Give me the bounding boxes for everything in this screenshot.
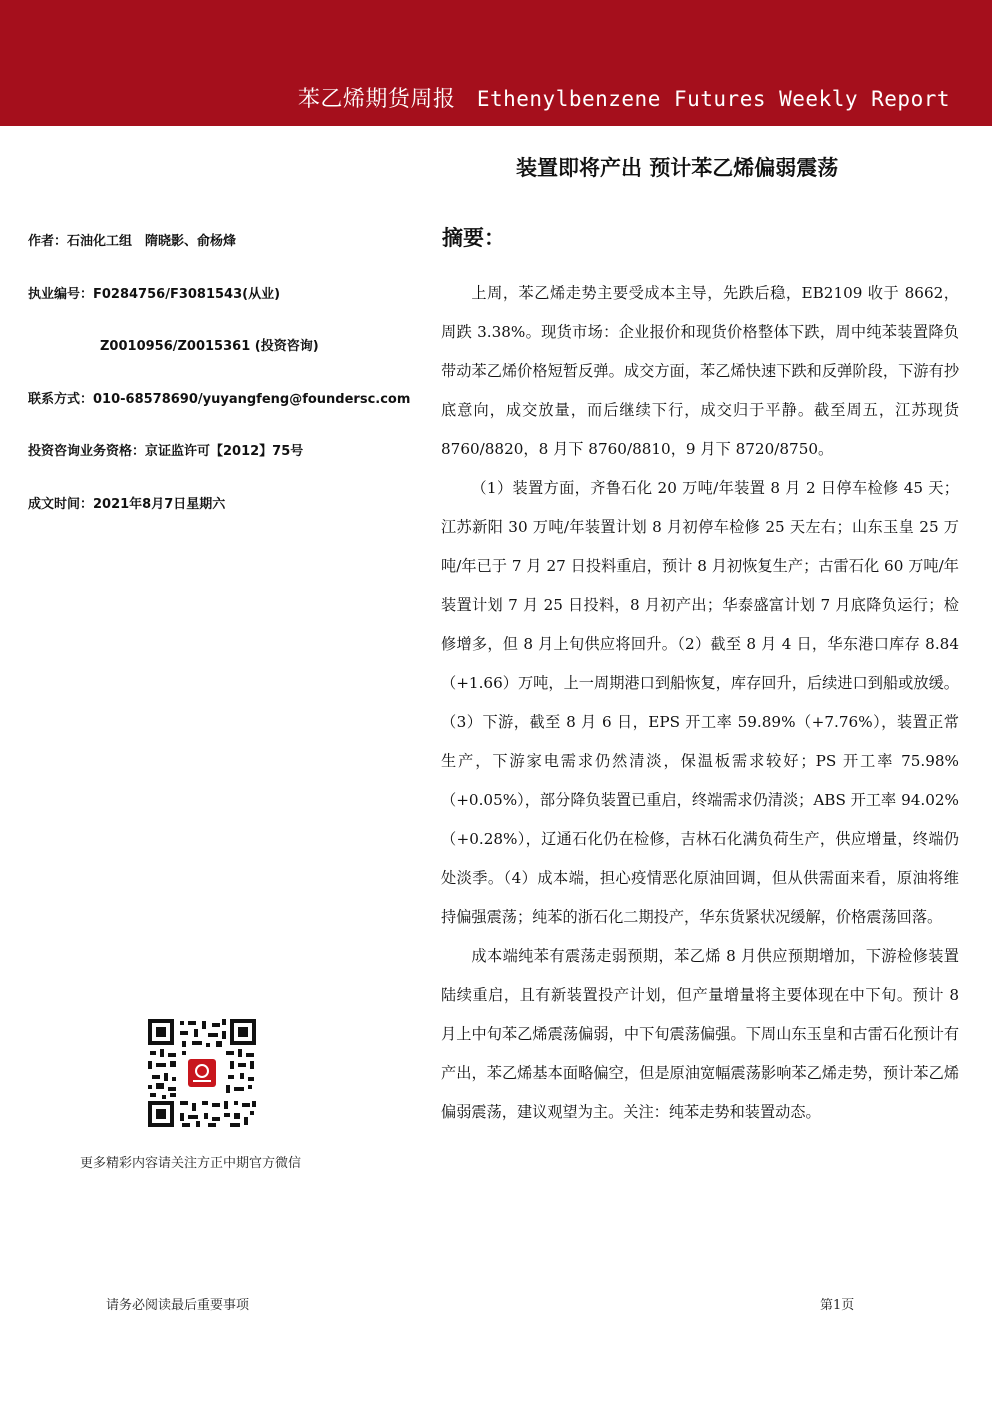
- abstract-paragraph: 成本端纯苯有震荡走弱预期，苯乙烯 8 月供应预期增加，下游检修装置陆续重启，且有新装置投产计划，但产量增量将主要体现在中下旬。预计 8 月上中旬苯乙烯震荡偏弱，中下旬震荡偏强。下周山东玉皇和古雷石化预计有产出，苯乙烯基本面略偏空，但是原油宽幅震荡影响苯乙烯走势，预计苯乙烯偏弱震荡，建议观望为主。关注：纯苯走势和装置动态。: [441, 947, 959, 1121]
- header-title-cn: 苯乙烯期货周报: [297, 87, 456, 112]
- abstract-heading: 摘要：: [442, 226, 505, 250]
- report-title: 装置即将产出 预计苯乙烯偏弱震荡: [516, 156, 839, 180]
- license-line-1: 执业编号：F0284756/F3081543(从业): [28, 287, 281, 302]
- page-number: 第1页: [820, 1298, 855, 1313]
- qr-code-icon: [146, 1017, 258, 1129]
- header-banner: [0, 0, 992, 126]
- qr-caption: 更多精彩内容请关注方正中期官方微信: [80, 1156, 302, 1171]
- author-line: 作者：石油化工组 隋晓影、俞杨烽: [28, 234, 237, 249]
- header-title: [298, 82, 950, 113]
- abstract-paragraph: 上周，苯乙烯走势主要受成本主导，先跌后稳，EB2109 收于 8662，周跌 3.38%。现货市场：企业报价和现货价格整体下跌，周中纯苯装置降负带动苯乙烯价格短暂反弹。成交方面，苯乙烯快速下跌和反弹阶段，下游有抄底意向，成交放量，而后继续下行，成交归于平静。截至周五，江苏现货 8760/8820，8 月下 8760/8810，9 月下 8720/8750。: [441, 284, 959, 458]
- date-line: 成文时间：2021年8月7日星期六: [28, 497, 226, 512]
- license-line-2: Z0010956/Z0015361 (投资咨询): [100, 339, 319, 354]
- qualification-line: 投资咨询业务资格：京证监许可【2012】75号: [28, 444, 304, 459]
- abstract-paragraph: （1）装置方面，齐鲁石化 20 万吨/年装置 8 月 2 日停车检修 45 天；江苏新阳 30 万吨/年装置计划 8 月初停车检修 25 天左右；山东玉皇 25 万吨/年已于 7 月 27 日投料重启，预计 8 月初恢复生产；古雷石化 60 万吨/年装置计划 7 月 25 日投料，8 月初产出；华泰盛富计划 7 月底降负运行；检修增多，但 8 月上旬供应将回升。（2）截至 8 月 4 日，华东港口库存 8.84（+1.66）万吨，上一周期港口到船恢复，库存回升，后续进口到船或放缓。（3）下游，截至 8 月 6 日，EPS 开工率 59.89%（+7.76%），装置正常生产，下游家电需求仍然清淡，保温板需求较好；PS 开工率 75.98%（+0.05%），部分降负装置已重启，终端需求仍清淡；ABS 开工率 94.02%（+0.28%），辽通石化仍在检修，吉林石化满负荷生产，供应增量，终端仍处淡季。（4）成本端，担心疫情恶化原油回调，但从供需面来看，原油将维持偏强震荡；纯苯的浙石化二期投产，华东货紧状况缓解，价格震荡回落。: [441, 479, 959, 926]
- header-title-en: Ethenylbenzene Futures Weekly Report: [476, 87, 950, 111]
- contact-line: 联系方式：010-68578690/yuyangfeng@foundersc.com: [28, 392, 411, 407]
- abstract-body: [441, 274, 959, 1132]
- footer-notice: 请务必阅读最后重要事项: [106, 1298, 250, 1313]
